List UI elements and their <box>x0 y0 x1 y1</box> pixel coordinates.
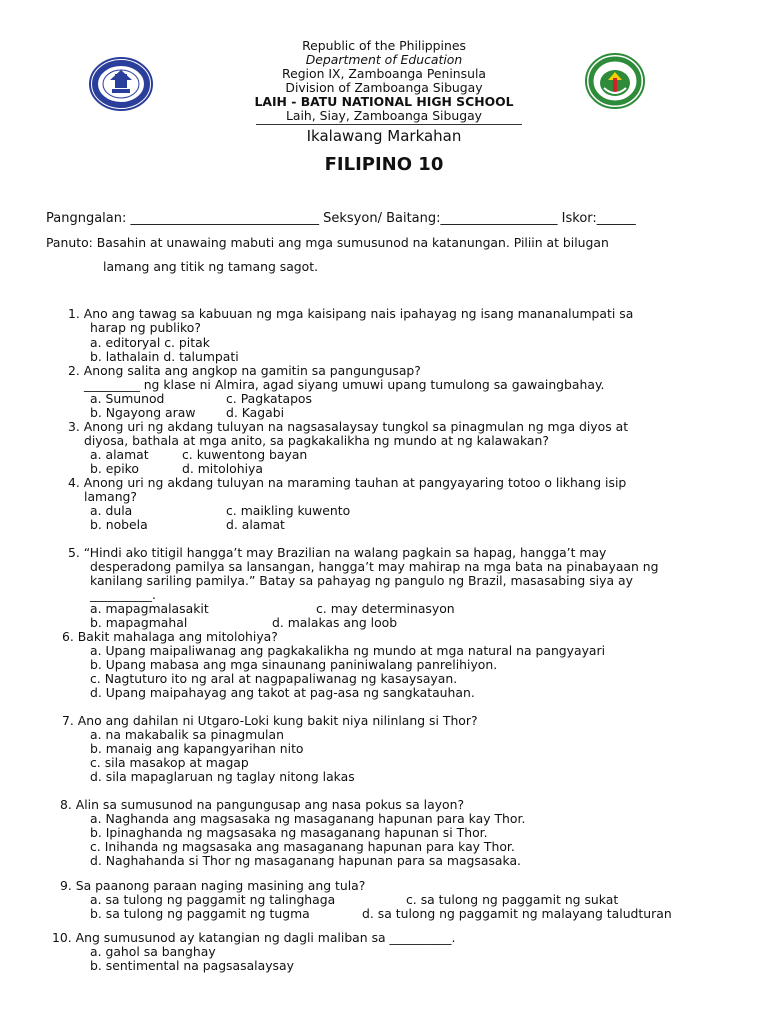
question-9-option-b: b. sa tulong ng paggamit ng tugma <box>90 906 310 921</box>
question-4-option-a: a. dula <box>90 503 133 518</box>
question-8-text: 8. Alin sa sumusunod na pangungusap ang nasa pokus sa layon? <box>60 797 465 812</box>
question-4-text-cont: lamang? <box>84 489 137 504</box>
question-9-option-c: c. sa tulong ng paggamit ng sukat <box>406 892 619 907</box>
question-2-text-cont: _________ ng klase ni Almira, agad siyang umuwi upang tumulong sa gawaingbahay. <box>84 377 605 392</box>
question-8-option-b: b. Ipinaghanda ng magsasaka ng masaganang hapunan si Thor. <box>90 825 488 840</box>
question-3-text-cont: diyosa, bathala at mga anito, sa pagkakalikha ng mundo at ng kalawakan? <box>84 433 549 448</box>
question-3-option-c: c. kuwentong bayan <box>182 447 308 462</box>
division-line: Division of Zamboanga Sibugay <box>285 80 483 95</box>
question-9-text: 9. Sa paanong paraan naging masining ang tula? <box>60 878 366 893</box>
question-9-option-d: d. sa tulong ng paggamit ng malayang taludturan <box>362 906 672 921</box>
school-name: LAIH - BATU NATIONAL HIGH SCHOOL <box>254 94 514 109</box>
question-6-option-a: a. Upang maipaliwanag ang pagkakalikha ng mundo at mga natural na pangyayari <box>90 643 606 658</box>
question-10-option-b: b. sentimental na pagsasalaysay <box>90 958 294 973</box>
question-5-text-cont: kanilang sariling pamilya.” Batay sa pahayag ng pangulo ng Brazil, masasabing siya ay <box>90 573 633 588</box>
question-2-option-d: d. Kagabi <box>226 405 285 420</box>
question-7-option-c: c. sila masakop at magap <box>90 755 249 770</box>
question-3-option-d: d. mitolohiya <box>182 461 263 476</box>
subject-title: FILIPINO 10 <box>324 154 444 175</box>
question-7-option-b: b. manaig ang kapangyarihan nito <box>90 741 304 756</box>
department-line: Department of Education <box>305 52 463 67</box>
region-line: Region IX, Zamboanga Peninsula <box>282 66 486 81</box>
question-4-option-d: d. alamat <box>226 517 285 532</box>
question-5-option-d: d. malakas ang loob <box>272 615 398 630</box>
question-1-option-row: a. editoryal c. pitak <box>90 335 210 350</box>
header-rule <box>256 124 522 125</box>
question-10-text: 10. Ang sumusunod ay katangian ng dagli maliban sa __________. <box>52 930 456 945</box>
question-7-option-a: a. na makabalik sa pinagmulan <box>90 727 284 742</box>
question-5-option-b: b. mapagmahal <box>90 615 188 630</box>
question-5-option-a: a. mapagmalasakit <box>90 601 209 616</box>
question-3-option-a: a. alamat <box>90 447 149 462</box>
question-4-option-c: c. maikling kuwento <box>226 503 351 518</box>
question-6-option-d: d. Upang maipahayag ang takot at pag-asa ng sangkatauhan. <box>90 685 475 700</box>
question-4-option-b: b. nobela <box>90 517 148 532</box>
question-5-text: 5. “Hindi ako titigil hangga’t may Brazilian na walang pagkain sa hapag, hangga’t may <box>68 545 607 560</box>
question-2-text: 2. Anong salita ang angkop na gamitin sa pangungusap? <box>68 363 421 378</box>
question-8-option-a: a. Naghanda ang magsasaka ng masaganang hapunan para kay Thor. <box>90 811 526 826</box>
school-address: Laih, Siay, Zamboanga Sibugay <box>285 108 483 123</box>
republic-line: Republic of the Philippines <box>302 38 466 53</box>
student-info-line: Pangngalan: _____________________________ Seksyon/ Baitang:__________________ Iskor:______ <box>46 211 636 226</box>
question-5-option-c: c. may determinasyon <box>316 601 455 616</box>
question-3-text: 3. Anong uri ng akdang tuluyan na nagsasalaysay tungkol sa pinagmulan ng mga diyos at <box>68 419 629 434</box>
question-9-option-a: a. sa tulong ng paggamit ng talinghaga <box>90 892 336 907</box>
question-1-option-row: b. lathalain d. talumpati <box>90 349 239 364</box>
quarter-title: Ikalawang Markahan <box>306 127 462 145</box>
question-4-text: 4. Anong uri ng akdang tuluyan na maraming tauhan at pangyayaring totoo o likhang isip <box>68 475 627 490</box>
question-1-text: 1. Ano ang tawag sa kabuuan ng mga kaisipang nais ipahayag ng isang mananalumpati sa <box>68 306 634 321</box>
question-7-option-d: d. sila mapaglaruan ng taglay nitong lakas <box>90 769 355 784</box>
question-2-option-c: c. Pagkatapos <box>226 391 312 406</box>
question-6-option-c: c. Nagtuturo ito ng aral at nagpapaliwanag ng kasaysayan. <box>90 671 458 686</box>
question-8-option-c: c. Inihanda ng magsasaka ang masaganang hapunan para kay Thor. <box>90 839 515 854</box>
question-2-option-b: b. Ngayong araw <box>90 405 196 420</box>
question-10-option-a: a. gahol sa banghay <box>90 944 216 959</box>
instructions-line-1: Panuto: Basahin at unawaing mabuti ang mga sumusunod na katanungan. Piliin at bilugan <box>46 235 609 250</box>
question-3-option-b: b. epiko <box>90 461 139 476</box>
question-8-option-d: d. Naghahanda si Thor ng masaganang hapunan para sa magsasaka. <box>90 853 521 868</box>
question-6-option-b: b. Upang mabasa ang mga sinaunang paniniwalang panrelihiyon. <box>90 657 498 672</box>
question-7-text: 7. Ano ang dahilan ni Utgaro-Loki kung bakit niya nilinlang si Thor? <box>62 713 478 728</box>
question-2-option-a: a. Sumunod <box>90 391 165 406</box>
instructions-line-2: lamang ang titik ng tamang sagot. <box>103 259 319 274</box>
question-5-text-cont: __________. <box>90 587 156 602</box>
question-1-text-cont: harap ng publiko? <box>90 320 201 335</box>
question-6-text: 6. Bakit mahalaga ang mitolohiya? <box>62 629 278 644</box>
question-5-text-cont: desperadong pamilya sa lansangan, hangga’t may mahirap na mga bata na pinabayaan ng <box>90 559 659 574</box>
